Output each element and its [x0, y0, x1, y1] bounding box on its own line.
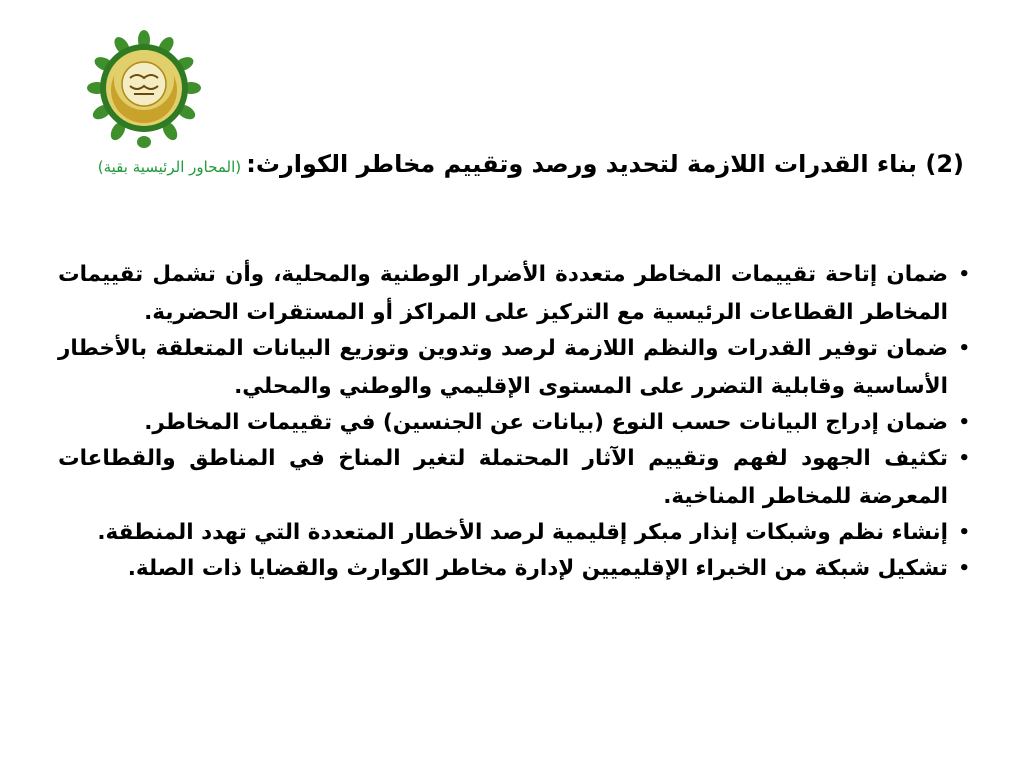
list-item [58, 256, 972, 332]
bullet-icon: • [958, 338, 970, 359]
bullet-text: ضمان إدراج البيانات حسب النوع (بيانات عن الجنسين) في تقييمات المخاطر. [144, 410, 948, 435]
bullet-icon: • [958, 522, 970, 543]
bullet-text: تكثيف الجهود لفهم وتقييم الآثار المحتملة لتغير المناخ في المناطق والقطاعات المعرضة للمخاطر المناخية. [58, 446, 948, 509]
list-item [58, 440, 972, 516]
list-item [58, 550, 972, 588]
bullet-text: ضمان توفير القدرات والنظم اللازمة لرصد وتدوين وتوزيع البيانات المتعلقة بالأخطار الأساسية وقابلية التضرر على المستوى الإقليمي والوطني والمحلي. [58, 336, 948, 399]
slide-heading [64, 152, 964, 176]
heading-title: (2) بناء القدرات اللازمة لتحديد ورصد وتقييم مخاطر الكوارث: [246, 150, 964, 178]
bullet-icon: • [958, 412, 970, 433]
heading-subtitle: (المحاور الرئيسية بقية) [97, 158, 242, 176]
bullet-text: إنشاء نظم وشبكات إنذار مبكر إقليمية لرصد الأخطار المتعددة التي تهدد المنطقة. [97, 520, 948, 545]
arab-league-emblem-icon [86, 28, 202, 152]
list-item [58, 330, 972, 406]
bullet-icon: • [958, 448, 970, 469]
bullet-icon: • [958, 264, 970, 285]
bullet-icon: • [958, 558, 970, 579]
bullet-text: تشكيل شبكة من الخبراء الإقليميين لإدارة مخاطر الكوارث والقضايا ذات الصلة. [127, 556, 948, 581]
list-item [58, 404, 972, 442]
bullet-list [58, 256, 972, 586]
bullet-text: ضمان إتاحة تقييمات المخاطر متعددة الأضرار الوطنية والمحلية، وأن تشمل تقييمات المخاطر القطاعات الرئيسية مع التركيز على المراكز أو المستقرات الحضرية. [58, 262, 948, 325]
list-item [58, 514, 972, 552]
